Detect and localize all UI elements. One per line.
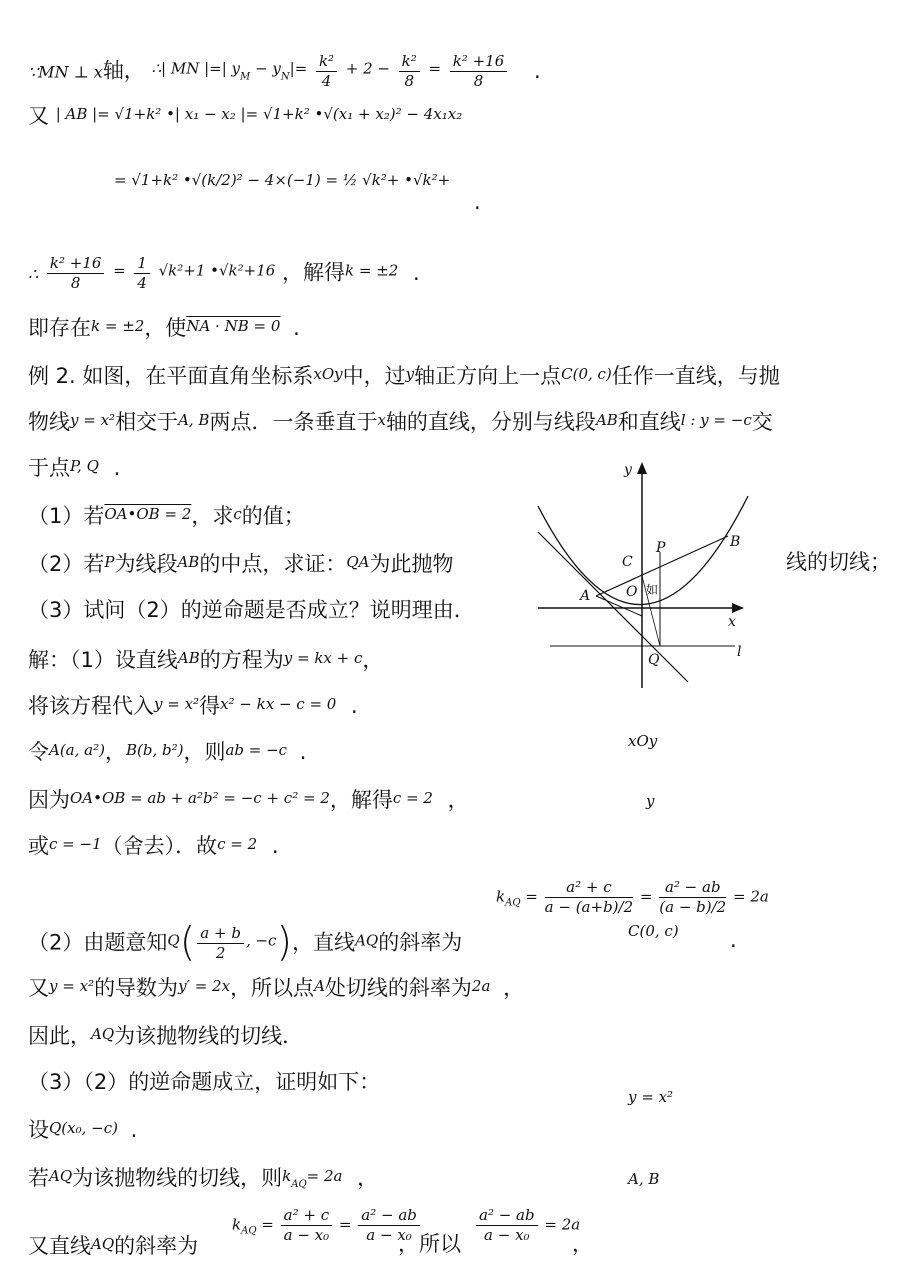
y-axis-label: y bbox=[624, 462, 632, 478]
question-2-tail: 线的切线； bbox=[786, 550, 891, 574]
fraction: $\frac{\text{k² +16}}{8}$ bbox=[450, 52, 508, 91]
slope-formula-2: $k_{AQ}$ = $\frac{\text{a² + c}}{\text{a − x₀}}$ = $\frac{\text{a² − ab}}{\text{a − x₀}}$ bbox=[232, 1206, 422, 1245]
slope-formula: $k_{AQ}$ = $\frac{\text{a² + c}}{a - (a+b)/2}$ = $\frac{\text{a² − ab}}{(a - b)/2}$ = 2a bbox=[496, 878, 769, 916]
stray-c0c: C(0, c) bbox=[628, 922, 679, 940]
fraction: $\frac{\text{k²}}{8}$ bbox=[399, 52, 420, 91]
solution-2-line-2: 又y = x²的导数为y′ = 2x，所以点A处切线的斜率为2a ， bbox=[28, 976, 525, 1000]
solution-1-line-1: 解：（1）设直线AB的方程为y = kx + c， bbox=[28, 648, 384, 672]
fraction: $\frac{a + b}{2}$ bbox=[197, 924, 244, 963]
fraction: $\frac{\text{k² +16}}{8}$ bbox=[47, 254, 105, 293]
fraction: $\frac{\text{a² − ab}}{(a - b)/2}$ bbox=[659, 878, 727, 916]
example-line-2: 物线y = x²相交于A, B两点．一条垂直于x轴的直线，分别与线段AB和直线l : y = −c交 bbox=[28, 410, 773, 434]
solution-3-line-4-end: ， bbox=[572, 1232, 593, 1256]
solution-3-line-4: 又直线AQ的斜率为 bbox=[28, 1234, 199, 1258]
solution-3-line-4-mid: ，所以 bbox=[398, 1232, 461, 1256]
line-solve-k: ∴ $\frac{\text{k² +16}}{8}$ = $\frac{1}{4}$ √k²+1 •√k²+16 ，解得k = ±2 . bbox=[28, 254, 420, 292]
line-l-label: l bbox=[737, 644, 742, 660]
solution-1-line-4: 因为OA•OB = ab + a²b² = −c + c² = 2，解得c = 2 ， bbox=[28, 788, 469, 812]
y-axis-arrow bbox=[637, 462, 647, 474]
solution-1-line-5: 或c = −1（舍去）．故c = 2 . bbox=[28, 834, 279, 858]
x-axis-label: x bbox=[728, 614, 736, 630]
label-O: O bbox=[626, 584, 638, 600]
line-end-dot: . bbox=[474, 190, 481, 214]
line-ab-length-cont: = √1+k² •√(k/2)² − 4×(−1) = ½ √k²+ •√k²+ bbox=[114, 171, 451, 189]
question-1: （1）若OA•OB = 2，求c的值； bbox=[28, 504, 305, 528]
x-axis-arrow bbox=[732, 603, 744, 613]
fraction: $\frac{\text{a² + c}}{a - (a+b)/2}$ bbox=[544, 878, 634, 916]
stray-xoy: xOy bbox=[628, 732, 658, 750]
solution-1-line-3: 令A(a, a²)，B(b, b²)，则ab = −c . bbox=[28, 740, 307, 764]
slope-formula-3: $\frac{\text{a² − ab}}{\text{a − x₀}}$ = 2a bbox=[474, 1206, 580, 1245]
label-Q: Q bbox=[648, 652, 660, 668]
fraction: $\frac{\text{a² − ab}}{\text{a − x₀}}$ bbox=[476, 1206, 538, 1245]
solution-2-line-3: 因此，AQ为该抛物线的切线． bbox=[28, 1024, 304, 1048]
line-exists-k: 即存在k = ±2，使NA · NB = 0 . bbox=[28, 316, 300, 340]
fraction: $\frac{\text{a² − ab}}{\text{a − x₀}}$ bbox=[358, 1206, 420, 1245]
question-3: （3）试问（2）的逆命题是否成立？说明理由． bbox=[28, 598, 475, 622]
solution-2-dot: . bbox=[730, 928, 737, 952]
fraction: $\frac{1}{4}$ bbox=[134, 254, 150, 293]
tangent-line bbox=[538, 532, 688, 682]
fraction: $\frac{\text{a² + c}}{\text{a − x₀}}$ bbox=[281, 1206, 332, 1245]
label-B: B bbox=[730, 534, 741, 550]
parabola-figure bbox=[530, 458, 760, 698]
label-C: C bbox=[622, 554, 633, 570]
parabola bbox=[538, 496, 748, 605]
stray-y: y bbox=[646, 792, 655, 810]
solution-3-line-3: 若AQ为该抛物线的切线，则kAQ= 2a ， bbox=[28, 1166, 379, 1190]
stray-yx2: y = x² bbox=[628, 1088, 674, 1106]
label-ru: 如 bbox=[646, 583, 659, 597]
solution-3-line-2: 设Q(x₀, −c) . bbox=[28, 1118, 138, 1142]
example-title: 例 2. 如图，在平面直角坐标系xOy中，过y轴正方向上一点C(0, c)任作一直线，与抛 bbox=[28, 364, 780, 388]
example-line-3: 于点P, Q . bbox=[28, 456, 121, 480]
label-A: A bbox=[580, 588, 591, 604]
stray-ab: A, B bbox=[628, 1170, 660, 1188]
fraction: $\frac{\text{k²}}{4}$ bbox=[316, 52, 337, 91]
label-P: P bbox=[656, 540, 666, 556]
solution-2-line-1: （2）由题意知Q( $\frac{a + b}{2}$ , −c)，直线AQ的斜率为 bbox=[28, 919, 463, 966]
line-mn-perp: ∵MN ⊥ x轴， ∴| MN |=| yM − yN|= $\frac{\text{k²}}{4}$ + 2 − $\frac{\text{k²}}{8}$ = $\frac{\text{k² +16}}{8}$ . bbox=[28, 52, 541, 90]
solution-1-line-2: 将该方程代入y = x²得x² − kx − c = 0 . bbox=[28, 694, 358, 718]
solution-3-line-1: （3）（2）的逆命题成立，证明如下： bbox=[28, 1070, 381, 1094]
line-ab-length: 又 | AB |= √1+k² •| x₁ − x₂ |= √1+k² •√(x₁ + x₂)² − 4x₁x₂ bbox=[28, 104, 463, 128]
question-2: （2）若P为线段AB的中点，求证：QA为此抛物 bbox=[28, 552, 454, 576]
